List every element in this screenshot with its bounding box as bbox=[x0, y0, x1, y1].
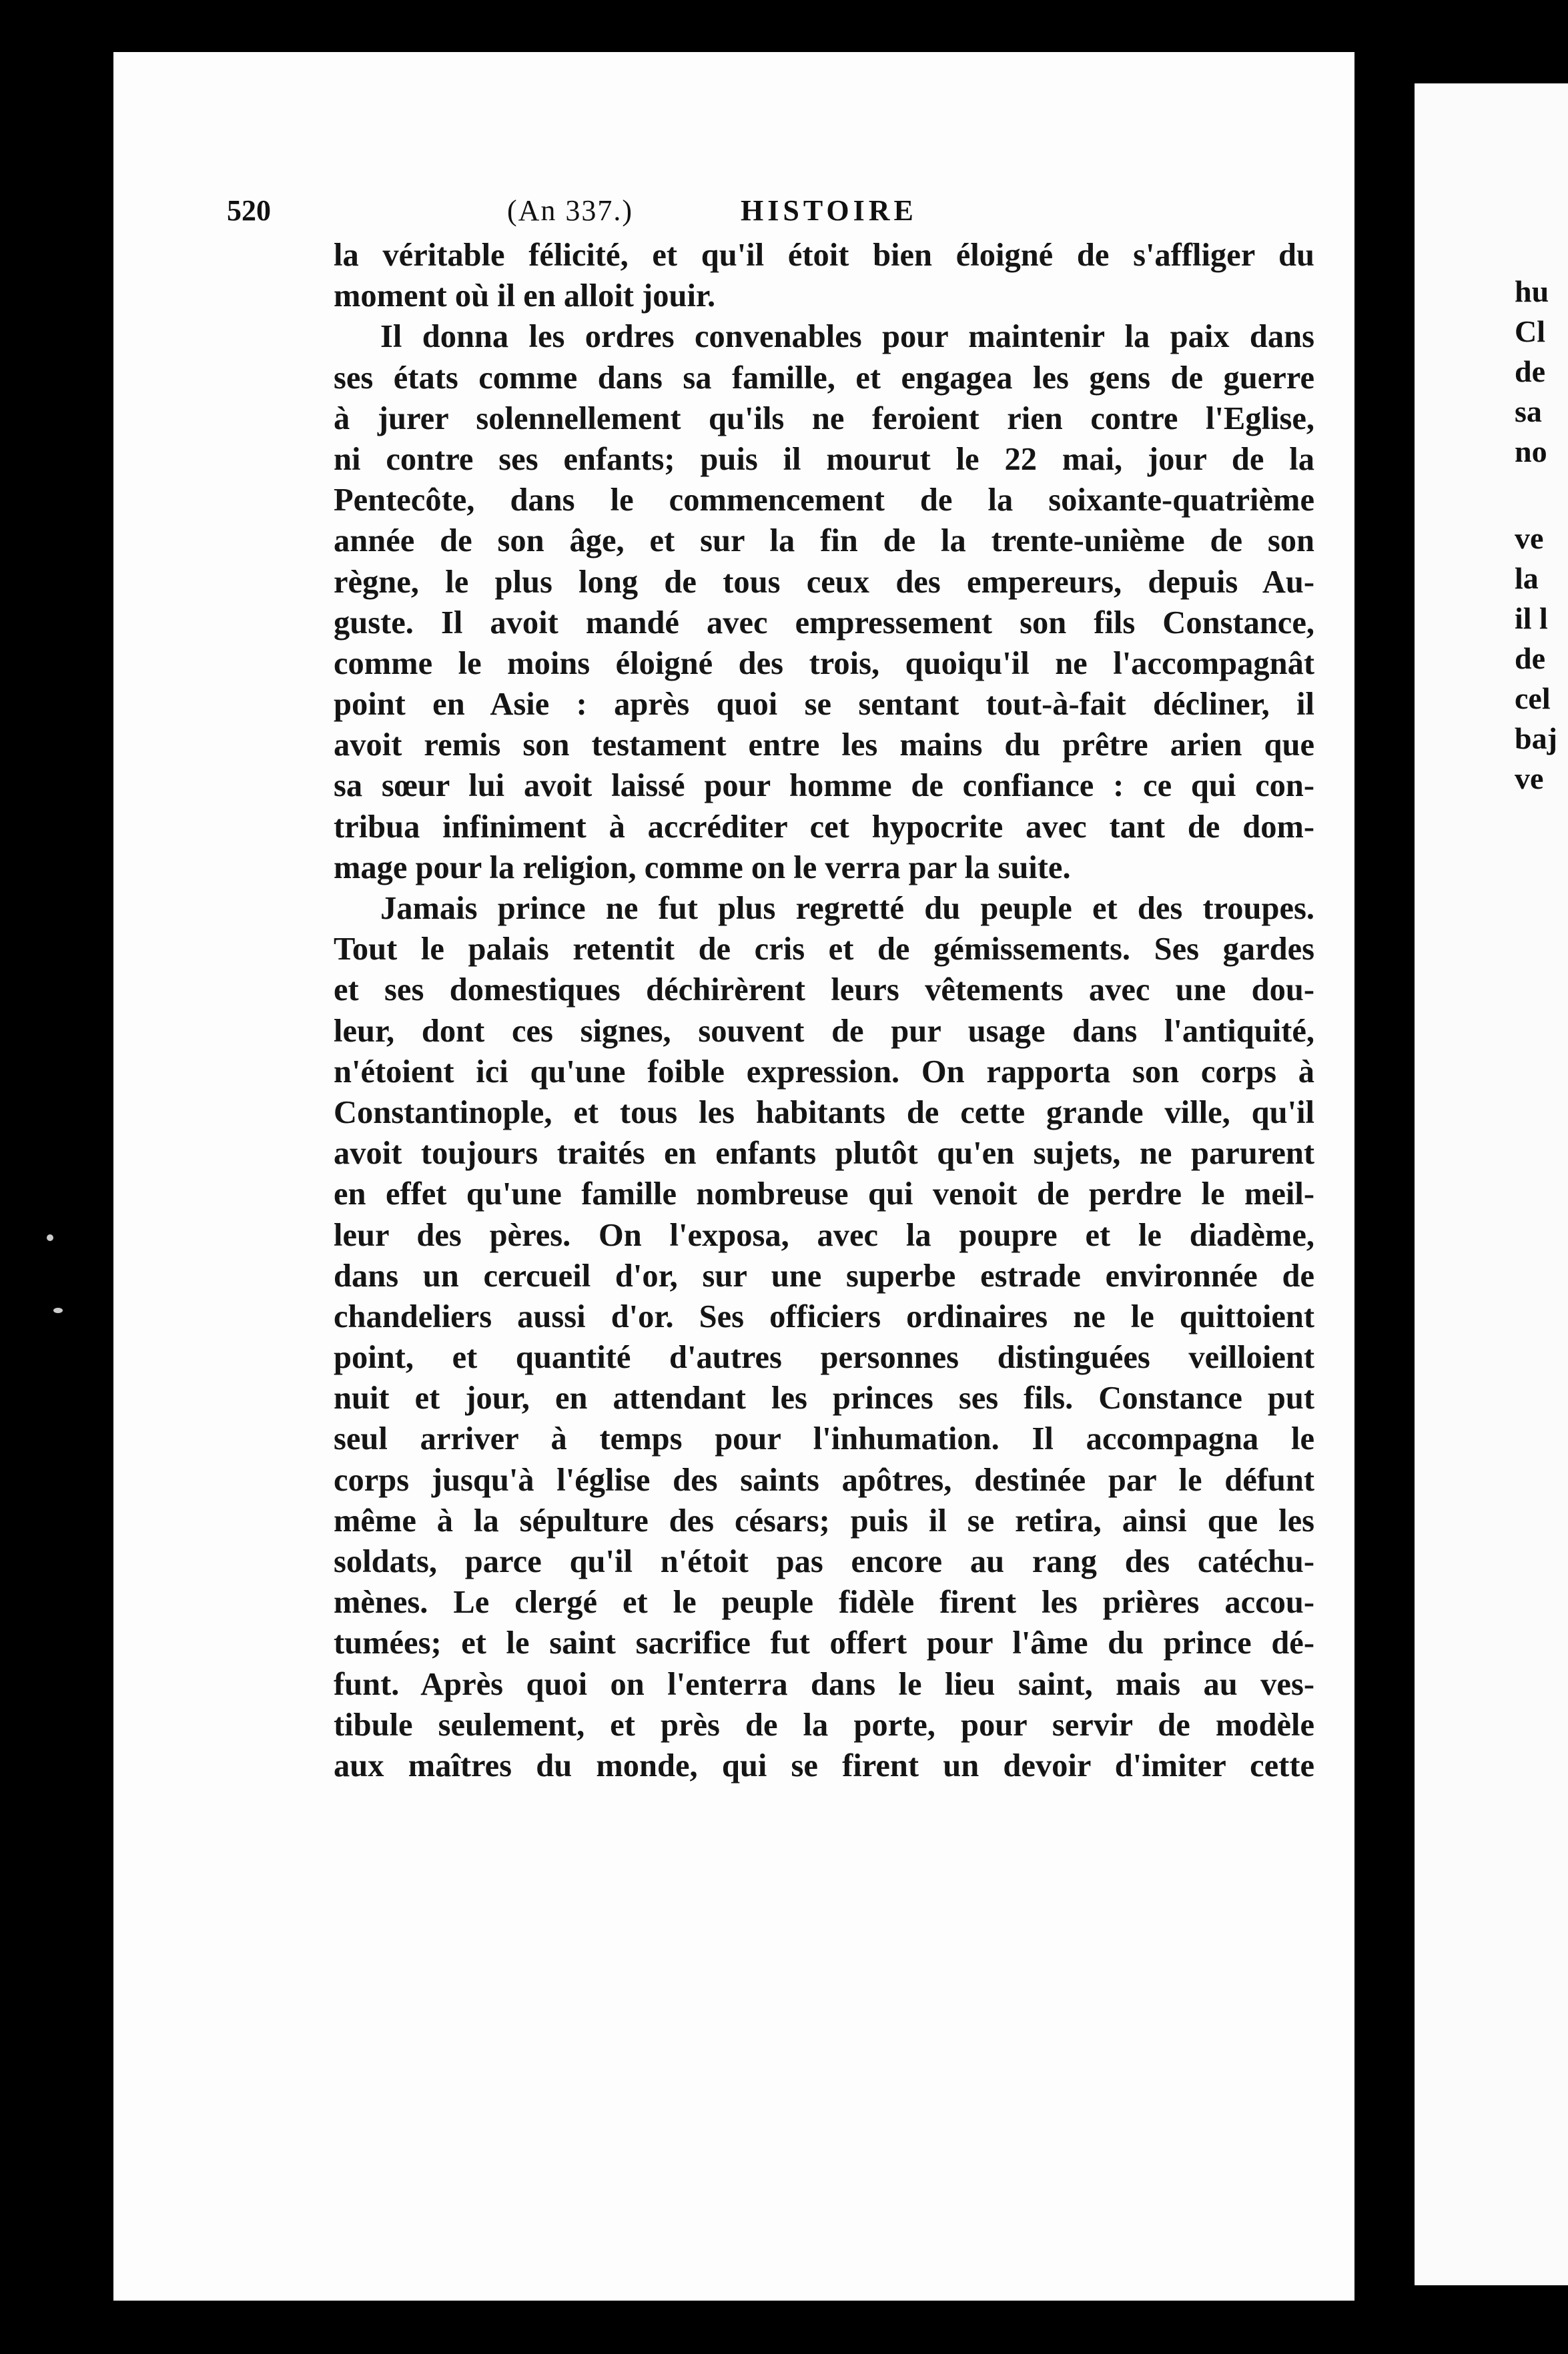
text-line: avoit remis son testament entre les mains du prêtre arien que bbox=[334, 727, 1314, 763]
adjacent-page-fragment: il l bbox=[1515, 601, 1548, 635]
text-line: funt. Après quoi on l'enterra dans le lieu saint, mais au ves- bbox=[334, 1666, 1314, 1702]
text-line: Constantinople, et tous les habitants de cette grande ville, qu'il bbox=[334, 1094, 1314, 1130]
text-line: Pentecôte, dans le commencement de la soixante-quatrième bbox=[334, 482, 1314, 518]
adjacent-page-fragment: sa bbox=[1515, 394, 1542, 428]
text-line: soldats, parce qu'il n'étoit pas encore au rang des catéchu- bbox=[334, 1544, 1314, 1579]
body-text bbox=[334, 235, 1314, 1786]
text-line: à jurer solennellement qu'ils ne feroient rien contre l'Eglise, bbox=[334, 400, 1314, 436]
text-line: et ses domestiques déchirèrent leurs vêtements avec une dou- bbox=[334, 972, 1314, 1008]
adjacent-page-fragment: la bbox=[1515, 561, 1539, 595]
scan-speck bbox=[53, 1308, 63, 1313]
adjacent-page-edge bbox=[1415, 83, 1568, 2285]
header-title: HISTOIRE bbox=[741, 194, 917, 227]
text-line: tibule seulement, et près de la porte, pour servir de modèle bbox=[334, 1707, 1314, 1743]
text-line: avoit toujours traités en enfants plutôt qu'en sujets, ne parurent bbox=[334, 1136, 1314, 1172]
adjacent-page-fragment: de bbox=[1515, 354, 1545, 388]
adjacent-page-fragment: cel bbox=[1515, 681, 1551, 715]
text-line: mage pour la religion, comme on le verra par la suite. bbox=[334, 849, 1071, 885]
adjacent-page-fragment: no bbox=[1515, 434, 1547, 468]
text-line: seul arriver à temps pour l'inhumation. Il accompagna le bbox=[334, 1421, 1314, 1457]
text-line: leur, dont ces signes, souvent de pur usage dans l'antiquité, bbox=[334, 1013, 1314, 1049]
text-line: leur des pères. On l'exposa, avec la poupre et le diadème, bbox=[334, 1217, 1314, 1253]
text-line: même à la sépulture des césars; puis il se retira, ainsi que les bbox=[334, 1503, 1314, 1539]
text-line: aux maîtres du monde, qui se firent un devoir d'imiter cette bbox=[334, 1747, 1314, 1784]
adjacent-page-fragment: ve bbox=[1515, 761, 1544, 795]
text-line: la véritable félicité, et qu'il étoit bien éloigné de s'affliger du bbox=[334, 238, 1314, 273]
text-line: ni contre ses enfants; puis il mourut le 22 mai, jour de la bbox=[334, 441, 1314, 477]
text-line: moment où il en alloit jouir. bbox=[334, 278, 716, 314]
adjacent-page-fragment: ve bbox=[1515, 521, 1544, 555]
text-line: point, et quantité d'autres personnes distinguées veilloient bbox=[334, 1340, 1314, 1376]
text-line: point en Asie : après quoi se sentant tout-à-fait décliner, il bbox=[334, 687, 1314, 723]
text-line: année de son âge, et sur la fin de la trente-unième de son bbox=[334, 523, 1314, 559]
page-number: 520 bbox=[227, 194, 271, 227]
text-line: règne, le plus long de tous ceux des empereurs, depuis Au- bbox=[334, 564, 1314, 600]
adjacent-page-fragment: hu bbox=[1515, 274, 1549, 308]
text-line: mènes. Le clergé et le peuple fidèle firent les prières accou- bbox=[334, 1585, 1314, 1621]
adjacent-page-fragment: baj bbox=[1515, 721, 1557, 755]
text-line: dans un cercueil d'or, sur une superbe estrade environnée de bbox=[334, 1258, 1314, 1294]
text-line: Tout le palais retentit de cris et de gémissements. Ses gardes bbox=[334, 931, 1314, 967]
text-line: en effet qu'une famille nombreuse qui venoit de perdre le meil- bbox=[334, 1176, 1314, 1212]
text-line: guste. Il avoit mandé avec empressement son fils Constance, bbox=[334, 605, 1314, 641]
header-year: (An 337.) bbox=[507, 194, 634, 227]
text-line: corps jusqu'à l'église des saints apôtres, destinée par le défunt bbox=[334, 1462, 1314, 1498]
adjacent-page-fragment: Cl bbox=[1515, 314, 1545, 348]
text-line: Il donna les ordres convenables pour maintenir la paix dans bbox=[380, 319, 1314, 355]
text-line: tumées; et le saint sacrifice fut offert pour l'âme du prince dé- bbox=[334, 1625, 1314, 1661]
text-line: tribua infiniment à accréditer cet hypocrite avec tant de dom- bbox=[334, 809, 1314, 845]
text-line: chandeliers aussi d'or. Ses officiers ordinaires ne le quittoient bbox=[334, 1298, 1314, 1334]
text-line: comme le moins éloigné des trois, quoiqu'il ne l'accompagnât bbox=[334, 645, 1314, 681]
adjacent-page-fragment: de bbox=[1515, 641, 1545, 675]
text-line: n'étoient ici qu'une foible expression. On rapporta son corps à bbox=[334, 1054, 1314, 1090]
running-header bbox=[227, 193, 1321, 234]
text-line: ses états comme dans sa famille, et engagea les gens de guerre bbox=[334, 360, 1314, 396]
scan-speck bbox=[47, 1234, 53, 1241]
text-line: nuit et jour, en attendant les princes ses fils. Constance put bbox=[334, 1381, 1314, 1417]
text-line: sa sœur lui avoit laissé pour homme de confiance : ce qui con- bbox=[334, 768, 1314, 804]
text-line: Jamais prince ne fut plus regretté du peuple et des troupes. bbox=[380, 891, 1314, 926]
